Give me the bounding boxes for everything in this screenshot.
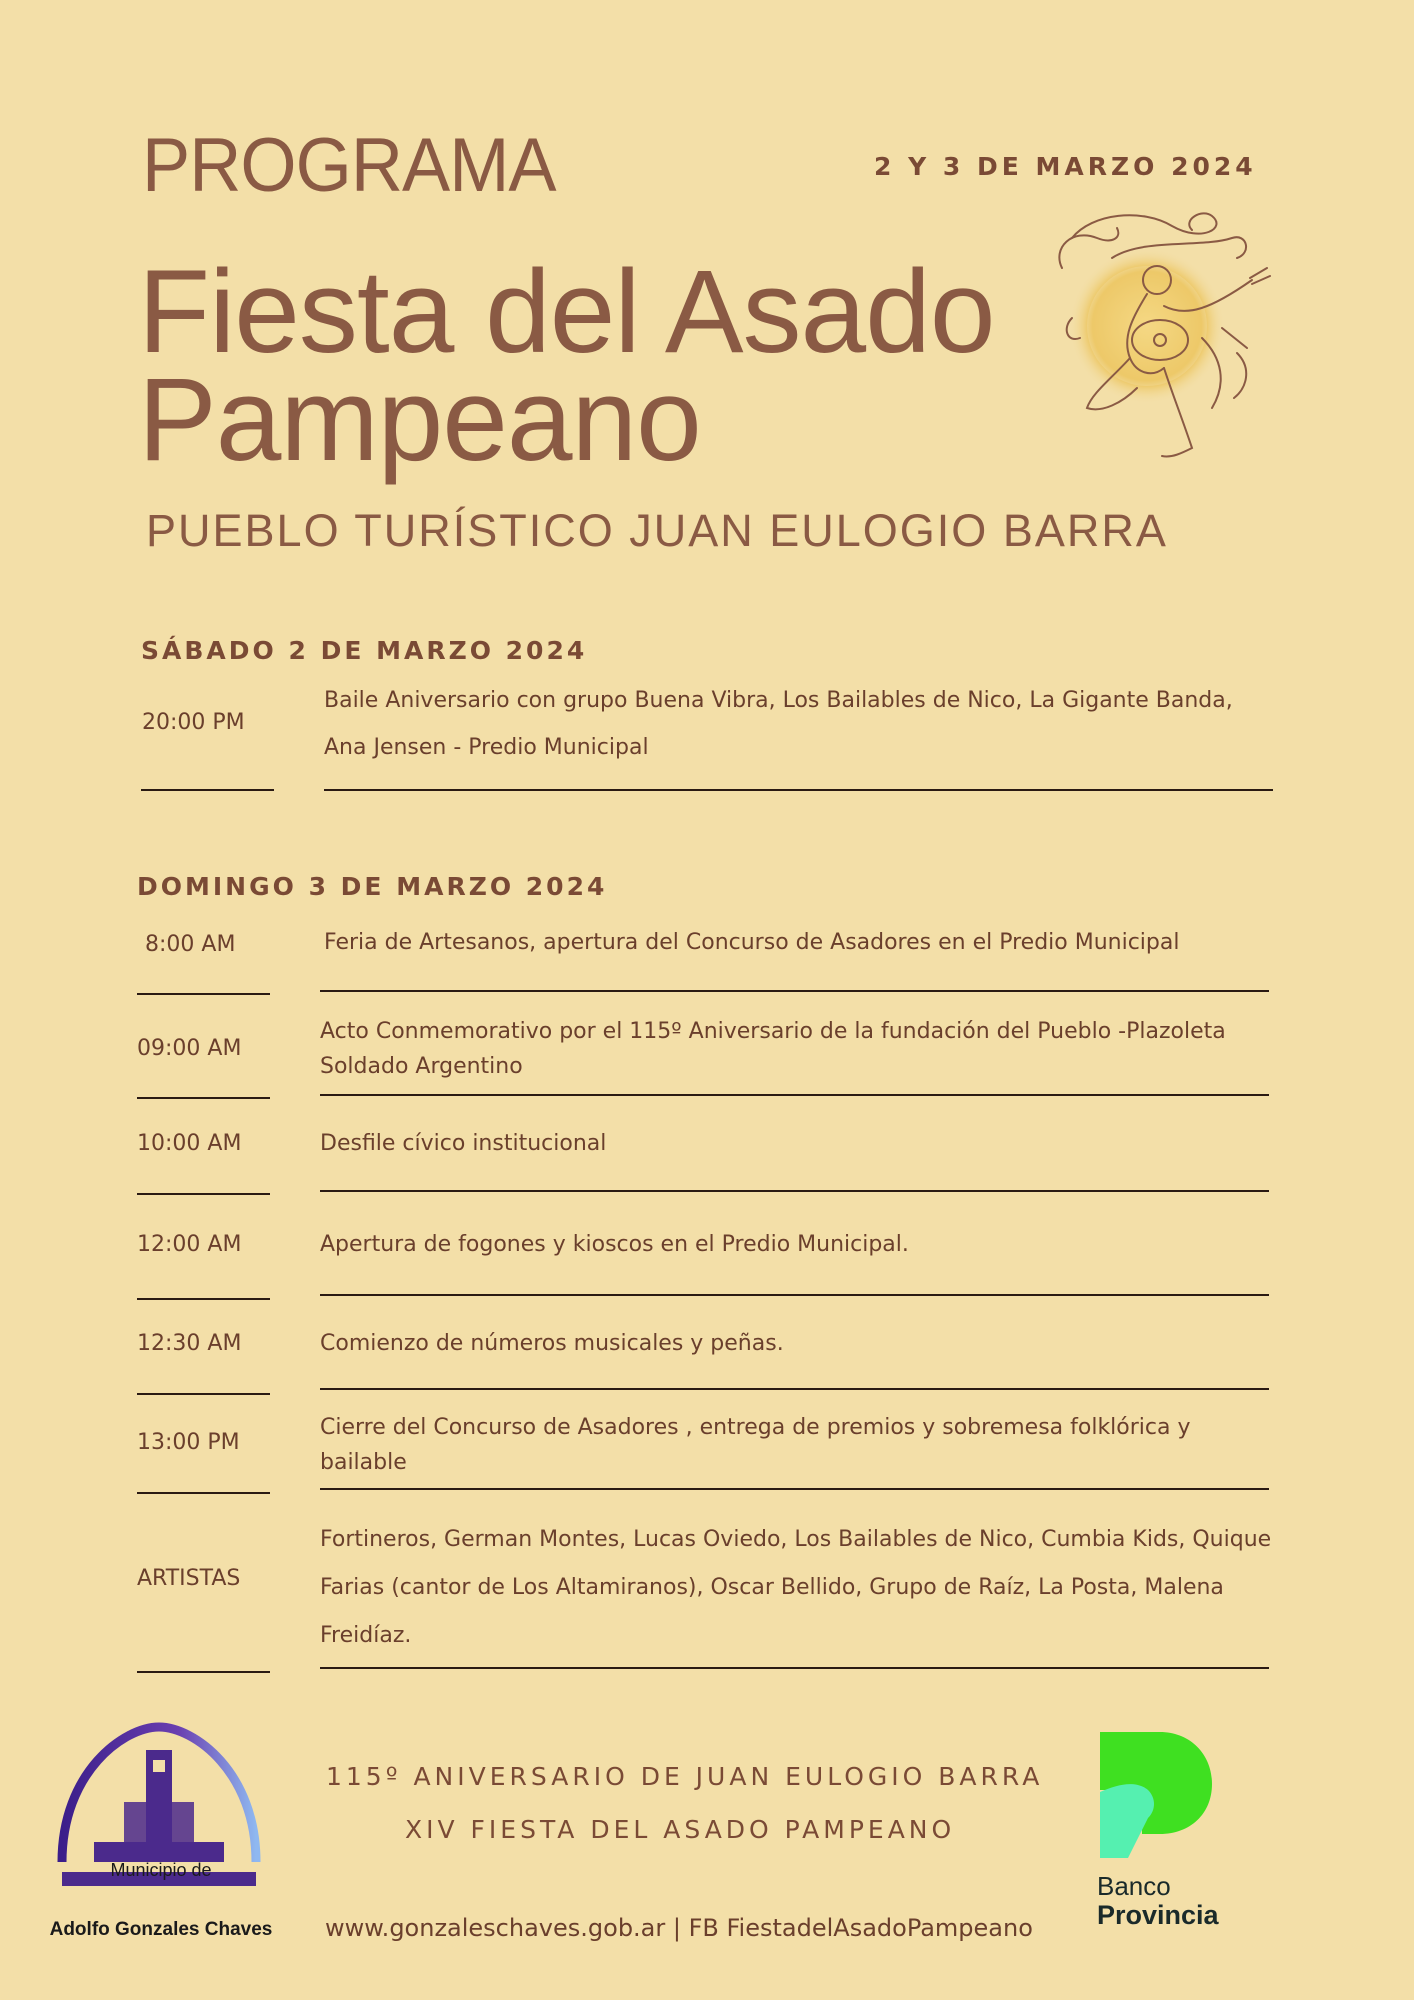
event-description <box>320 1014 1280 1084</box>
artists-line: Freidíaz. <box>320 1623 412 1648</box>
event-description <box>324 688 1284 760</box>
event-time: 13:00 PM <box>137 1430 240 1455</box>
event-subtitle: PUEBLO TURÍSTICO JUAN EULOGIO BARRA <box>146 505 1168 556</box>
event-title <box>138 246 1038 486</box>
sunday-heading: DOMINGO 3 DE MARZO 2024 <box>137 872 608 901</box>
time-divider <box>141 789 274 791</box>
event-time: 10:00 AM <box>137 1131 242 1156</box>
description-divider <box>320 1190 1269 1192</box>
description-divider <box>320 1667 1269 1669</box>
description-line: Ana Jensen - Predio Municipal <box>324 735 649 760</box>
description-line: Soldado Argentino <box>320 1054 523 1079</box>
bank-name-line2: Provincia <box>1097 1900 1219 1930</box>
description-divider <box>320 1388 1269 1390</box>
description-line: Cierre del Concurso de Asadores , entrega de premios y sobremesa folklórica y <box>320 1415 1191 1440</box>
event-description <box>320 1410 1280 1480</box>
description-divider <box>320 1488 1269 1490</box>
description-line: Acto Conmemorativo por el 115º Aniversario de la fundación del Pueblo -Plazoleta <box>320 1019 1226 1044</box>
time-divider <box>137 1492 270 1494</box>
website-link[interactable]: www.gonzaleschaves.gob.ar | FB FiestadelAsadoPampeano <box>325 1914 1033 1942</box>
banco-provincia-logo <box>1098 1730 1214 1860</box>
description-line: bailable <box>320 1450 407 1475</box>
time-divider <box>137 1393 270 1395</box>
event-time: 20:00 PM <box>142 710 245 735</box>
description-divider <box>320 1294 1269 1296</box>
municipio-label: Municipio de <box>110 1860 212 1880</box>
description-divider <box>320 1094 1269 1096</box>
event-dates: 2 Y 3 DE MARZO 2024 <box>874 152 1257 181</box>
artists-line: Farias (cantor de Los Altamiranos), Oscar Bellido, Grupo de Raíz, La Posta, Malena <box>320 1575 1224 1600</box>
time-divider <box>137 1298 270 1300</box>
saturday-heading: SÁBADO 2 DE MARZO 2024 <box>141 636 588 665</box>
artists-list <box>320 1516 1280 1660</box>
description-divider <box>320 990 1269 992</box>
description-line: Baile Aniversario con grupo Buena Vibra, Los Bailables de Nico, La Gigante Banda, <box>324 688 1233 713</box>
event-description: Apertura de fogones y kioscos en el Predio Municipal. <box>320 1232 909 1257</box>
time-divider <box>137 1097 270 1099</box>
guitarist-illustration <box>1052 208 1292 470</box>
edition-text: XIV FIESTA DEL ASADO PAMPEANO <box>405 1815 956 1844</box>
event-time: 12:30 AM <box>137 1331 242 1356</box>
artists-line: Fortineros, German Montes, Lucas Oviedo, Los Bailables de Nico, Cumbia Kids, Quique <box>320 1527 1272 1552</box>
title-line-2: Pampeano <box>138 354 701 486</box>
programa-label: PROGRAMA <box>142 123 556 208</box>
time-divider <box>137 993 270 995</box>
description-divider <box>324 789 1273 791</box>
event-time: 09:00 AM <box>137 1036 242 1061</box>
anniversary-text: 115º ANIVERSARIO DE JUAN EULOGIO BARRA <box>326 1762 1044 1791</box>
time-divider <box>137 1671 270 1673</box>
municipio-name: Adolfo Gonzales Chaves <box>49 1919 273 1940</box>
title-line-1: Fiesta del Asado <box>138 246 995 378</box>
bank-name-line1: Banco <box>1097 1871 1171 1901</box>
time-divider <box>137 1193 270 1195</box>
event-description: Feria de Artesanos, apertura del Concurso de Asadores en el Predio Municipal <box>324 930 1180 955</box>
event-time: 8:00 AM <box>145 932 236 957</box>
artists-label: ARTISTAS <box>137 1566 241 1591</box>
event-description: Comienzo de números musicales y peñas. <box>320 1331 784 1356</box>
event-time: 12:00 AM <box>137 1232 242 1257</box>
event-description: Desfile cívico institucional <box>320 1131 607 1156</box>
